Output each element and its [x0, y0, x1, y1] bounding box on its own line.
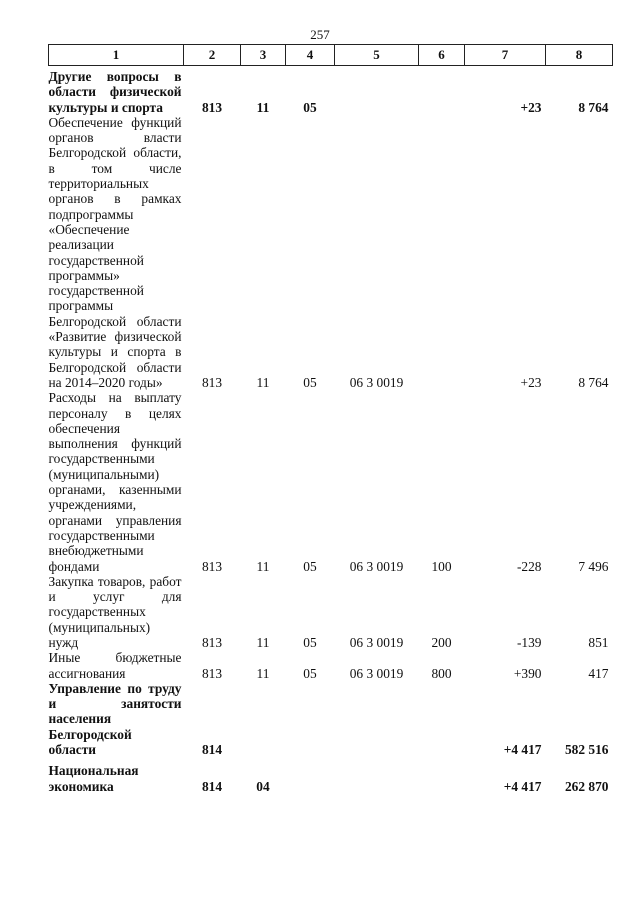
- table-row: [49, 757, 613, 794]
- column-header: 5: [335, 45, 419, 66]
- cell-subsection-code: [286, 681, 335, 757]
- cell-section-code: 11: [256, 634, 270, 650]
- cell-target-code: 06 3 0019: [349, 374, 404, 390]
- cell-ministry-code: 813: [201, 374, 223, 390]
- cell-total: 7 496: [578, 558, 609, 574]
- row-name: Управление по труду и занятости населения Белгородской области: [48, 680, 182, 758]
- cell-expense-type: 800: [431, 665, 452, 681]
- cell-ministry-code: 814: [201, 742, 223, 758]
- table-row: [49, 390, 613, 574]
- cell-total: 851: [588, 634, 609, 650]
- cell-total: 417: [588, 665, 609, 681]
- cell-target-code: 06 3 0019: [349, 634, 404, 650]
- cell-expense-type: [419, 66, 465, 115]
- column-header: 6: [419, 45, 465, 66]
- cell-change: +23: [520, 99, 542, 115]
- cell-ministry-code: 814: [201, 778, 223, 794]
- cell-expense-type: [419, 115, 465, 390]
- table-row: [49, 681, 613, 757]
- row-name: Другие вопросы в области физической культуры и спорта: [48, 69, 182, 115]
- cell-target-code: 06 3 0019: [349, 558, 404, 574]
- row-name: Иные бюджетные ассигнования: [48, 650, 182, 681]
- column-header: 7: [465, 45, 546, 66]
- cell-subsection-code: 05: [303, 665, 317, 681]
- cell-target-code: [335, 757, 419, 794]
- cell-change: +390: [513, 665, 542, 681]
- table-row: [49, 650, 613, 681]
- budget-table: [48, 44, 613, 794]
- page-number: 257: [310, 27, 330, 42]
- cell-change: -139: [516, 634, 542, 650]
- cell-section-code: 11: [256, 558, 270, 574]
- cell-subsection-code: 05: [303, 558, 317, 574]
- cell-section-code: 04: [256, 778, 270, 794]
- row-name: Закупка товаров, работ и услуг для государственных (муниципальных) нужд: [48, 573, 182, 650]
- cell-change: +23: [520, 374, 542, 390]
- column-header: 1: [49, 45, 184, 66]
- row-name: Национальная экономика: [48, 763, 139, 794]
- header-row: [49, 45, 613, 66]
- table-row: [49, 574, 613, 650]
- cell-total: 8 764: [578, 99, 609, 115]
- table-row: [49, 66, 613, 115]
- cell-target-code: [335, 681, 419, 757]
- column-header: 4: [286, 45, 335, 66]
- cell-expense-type: 100: [431, 558, 452, 574]
- row-name: Расходы на выплату персоналу в целях обеспечения выполнения функций государственными (муниципальными) органами, казенными учреждениями, органами управления государственными внебюджетными фондами: [48, 390, 182, 574]
- cell-subsection-code: 05: [303, 634, 317, 650]
- cell-subsection-code: 05: [303, 374, 317, 390]
- cell-change: +4 417: [503, 778, 542, 794]
- cell-total: 262 870: [564, 778, 609, 794]
- cell-section-code: 11: [256, 99, 270, 115]
- cell-target-code: 06 3 0019: [349, 665, 404, 681]
- cell-change: +4 417: [503, 742, 542, 758]
- cell-ministry-code: 813: [201, 665, 223, 681]
- cell-expense-type: [419, 681, 465, 757]
- cell-ministry-code: 813: [201, 634, 223, 650]
- cell-expense-type: [419, 757, 465, 794]
- cell-expense-type: 200: [431, 634, 452, 650]
- column-header: 8: [546, 45, 613, 66]
- cell-change: -228: [516, 558, 542, 574]
- cell-ministry-code: 813: [201, 558, 223, 574]
- column-header: 2: [184, 45, 241, 66]
- column-header: 3: [241, 45, 286, 66]
- cell-section-code: 11: [256, 374, 270, 390]
- cell-subsection-code: 05: [303, 99, 317, 115]
- cell-target-code: [335, 66, 419, 115]
- cell-total: 8 764: [578, 374, 609, 390]
- cell-section-code: [241, 681, 286, 757]
- cell-subsection-code: [286, 757, 335, 794]
- cell-ministry-code: 813: [201, 99, 223, 115]
- row-name: Обеспечение функций органов власти Белгородской области, в том числе территориальных органов в рамках подпрограммы «Обеспечение реализации государственной программы» государственной программы Белгородской области «Развитие физической культуры и спорта в Белгородской области на 2014–2020 годы»: [48, 114, 182, 390]
- cell-total: 582 516: [564, 742, 609, 758]
- cell-section-code: 11: [256, 665, 270, 681]
- table-row: [49, 115, 613, 390]
